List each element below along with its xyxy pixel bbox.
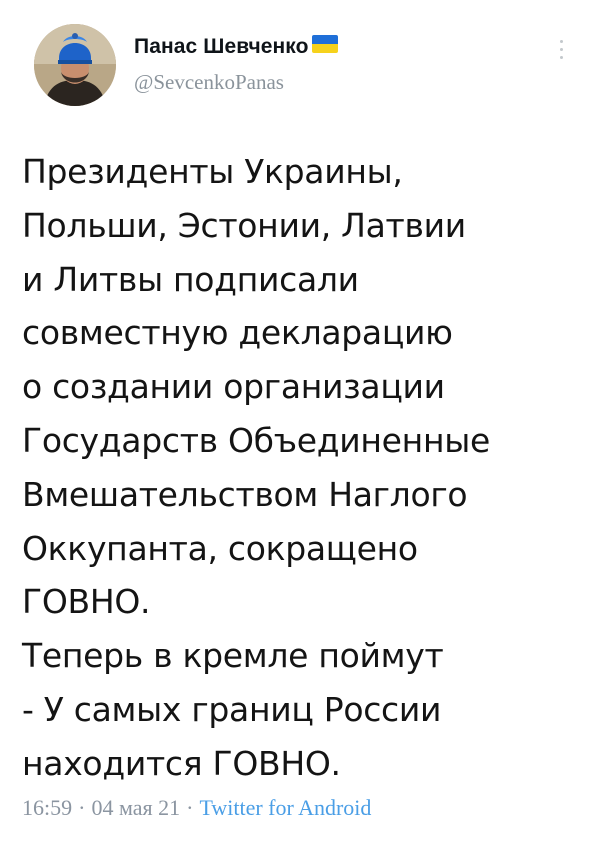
tweet-text-line: о создании организации bbox=[22, 367, 445, 407]
tweet-text-line: - У самых границ России bbox=[22, 689, 442, 729]
user-names bbox=[134, 32, 338, 95]
tweet-text-line: находится ГОВНО. bbox=[22, 743, 341, 783]
tweet-meta bbox=[22, 795, 371, 821]
ukraine-flag-icon bbox=[312, 35, 338, 53]
display-name-row bbox=[134, 32, 338, 62]
avatar-portrait-icon bbox=[34, 24, 116, 106]
tweet-text-line: Вмешательством Наглого bbox=[22, 474, 468, 514]
meta-separator: · bbox=[78, 795, 86, 820]
tweet-text-line: Президенты Украины, bbox=[22, 152, 403, 191]
display-name[interactable]: Панас Шевченко bbox=[134, 35, 309, 58]
avatar[interactable] bbox=[34, 24, 116, 106]
tweet-text bbox=[22, 145, 582, 791]
tweet-text-line: Польши, Эстонии, Латвии bbox=[22, 205, 466, 245]
tweet-header bbox=[34, 24, 574, 112]
tweet-text-line: совместную декларацию bbox=[22, 313, 453, 353]
more-vertical-icon[interactable] bbox=[556, 40, 566, 68]
meta-separator: · bbox=[186, 795, 194, 820]
tweet-time[interactable]: 16:59 bbox=[22, 795, 73, 820]
tweet-text-line: Оккупанта, сокращено bbox=[22, 528, 418, 568]
user-handle[interactable]: @SevcenkoPanas bbox=[134, 70, 284, 94]
tweet-text-line: и Литвы подписали bbox=[22, 259, 359, 299]
tweet-text-line: Теперь в кремле поймут bbox=[22, 636, 444, 676]
tweet-source-link[interactable]: Twitter for Android bbox=[199, 795, 372, 820]
tweet-text-line: Государств Объединенные bbox=[22, 420, 490, 460]
tweet-text-line: ГОВНО. bbox=[22, 582, 151, 622]
tweet-date[interactable]: 04 мая 21 bbox=[91, 795, 181, 820]
